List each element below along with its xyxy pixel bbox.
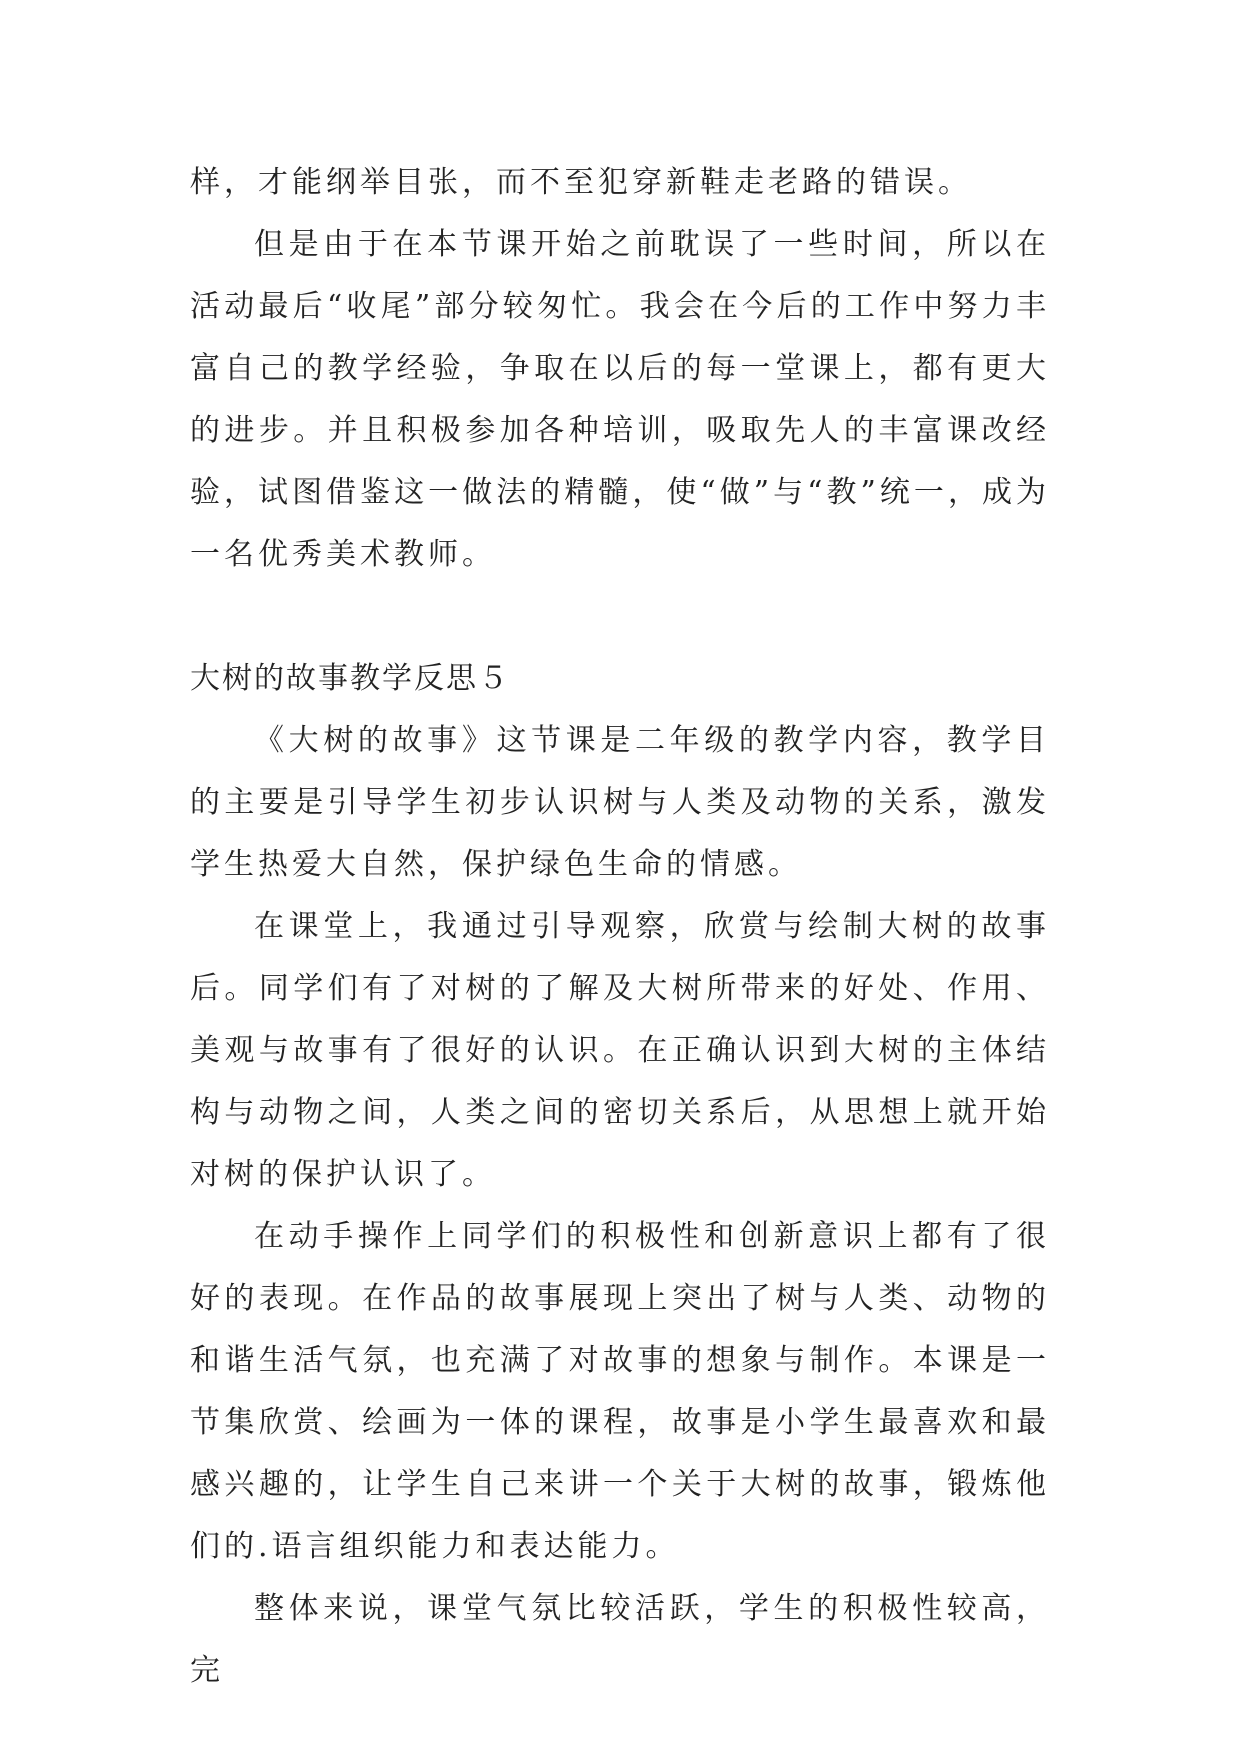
paragraph-classroom: 在课堂上，我通过引导观察，欣赏与绘制大树的故事后。同学们有了对树的了解及大树所带来的好处、作用、美观与故事有了很好的认识。在正确认识到大树的主体结构与动物之间，人类之间的密切关系后，从思想上就开始对树的保护认识了。 (190, 909, 1050, 1192)
paragraph-intro: 《大树的故事》这节课是二年级的教学内容，教学目的主要是引导学生初步认识树与人类及动物的关系，激发学生热爱大自然，保护绿色生命的情感。 (190, 723, 1050, 882)
paragraph-practice: 在动手操作上同学们的积极性和创新意识上都有了很好的表现。在作品的故事展现上突出了树与人类、动物的和谐生活气氛，也充满了对故事的想象与制作。本课是一节集欣赏、绘画为一体的课程，故事是小学生最喜欢和最感兴趣的，让学生自己来讲一个关于大树的故事，锻炼他们的.语言组织能力和表达能力。 (190, 1219, 1050, 1564)
paragraph-reflection: 但是由于在本节课开始之前耽误了一些时间，所以在活动最后“收尾”部分较匆忙。我会在今后的工作中努力丰富自己的教学经验，争取在以后的每一堂课上，都有更大的进步。并且积极参加各种培训，吸取先人的丰富课改经验，试图借鉴这一做法的精髓，使“做”与“教”统一，成为一名优秀美术教师。 (190, 227, 1050, 572)
paragraph-continuation: 样，才能纲举目张，而不至犯穿新鞋走老路的错误。 (190, 165, 972, 200)
paragraph-summary: 整体来说，课堂气氛比较活跃，学生的积极性较高，完 (190, 1591, 1050, 1688)
section-heading: 大树的故事教学反思５ (190, 661, 510, 696)
document-body (190, 152, 1050, 1702)
